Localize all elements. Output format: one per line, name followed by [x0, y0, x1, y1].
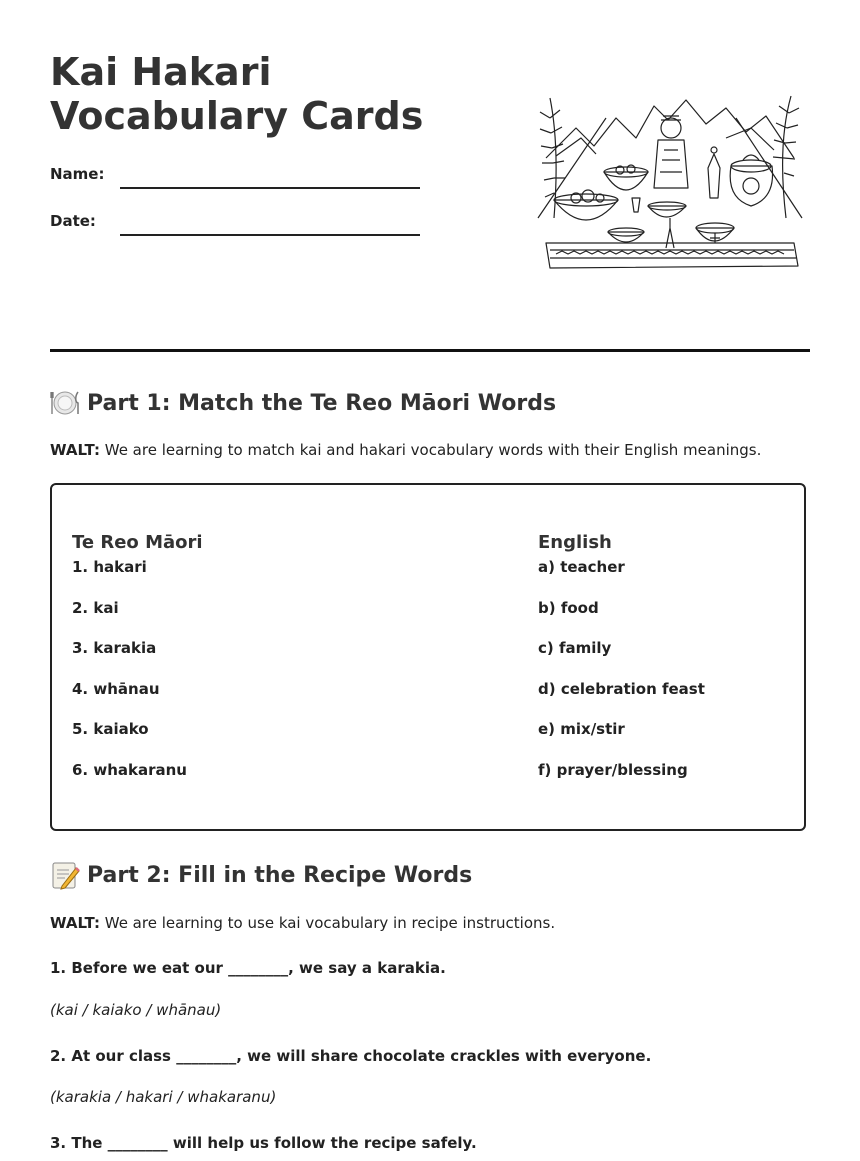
walt-text: We are learning to use kai vocabulary in recipe instructions. — [99, 914, 556, 932]
english-word: a) teacher — [538, 558, 625, 576]
question-3: 3. The ________ will help us follow the recipe safely. — [50, 1134, 477, 1152]
name-label: Name: — [50, 165, 105, 183]
maori-word: 6. whakaranu — [72, 760, 187, 779]
walt-label: WALT: — [50, 914, 100, 932]
maori-word: 2. kai — [72, 598, 119, 617]
part1-walt — [50, 441, 761, 459]
maori-word: 4. whānau — [72, 679, 160, 698]
part2-heading-text: Part 2: Fill in the Recipe Words — [87, 862, 473, 888]
english-word: b) food — [538, 598, 599, 617]
question-2: 2. At our class ________, we will share chocolate crackles with everyone. — [50, 1047, 652, 1065]
part2-heading — [50, 860, 472, 890]
english-word: e) mix/stir — [538, 720, 625, 739]
maori-column — [72, 529, 203, 801]
section-divider — [50, 349, 810, 352]
question-1: 1. Before we eat our ________, we say a karakia. — [50, 959, 446, 977]
walt-text: We are learning to match kai and hakari vocabulary words with their English meanings. — [99, 441, 762, 459]
part1-heading-text: Part 1: Match the Te Reo Māori Words — [87, 390, 557, 416]
english-column — [538, 529, 705, 801]
plate-cutlery-icon — [50, 388, 80, 418]
memo-pencil-icon — [50, 860, 80, 890]
column-header-maori: Te Reo Māori — [72, 532, 203, 553]
maori-word: 3. karakia — [72, 639, 157, 658]
english-word: d) celebration feast — [538, 679, 705, 698]
walt-label: WALT: — [50, 441, 100, 459]
question-2-options: (karakia / hakari / whakaranu) — [50, 1088, 277, 1106]
part2-walt — [50, 914, 555, 932]
matching-table — [50, 483, 806, 831]
english-word: c) family — [538, 639, 612, 658]
hakari-feast-illustration — [536, 88, 804, 288]
english-word: f) prayer/blessing — [538, 760, 688, 779]
column-header-english: English — [538, 532, 612, 553]
date-label: Date: — [50, 212, 96, 230]
maori-word: 5. kaiako — [72, 720, 149, 739]
page-title: Kai Hakari Vocabulary Cards — [50, 50, 424, 138]
maori-word: 1. hakari — [72, 558, 147, 576]
date-field[interactable] — [120, 234, 420, 236]
name-field[interactable] — [120, 187, 420, 189]
question-1-options: (kai / kaiako / whānau) — [50, 1001, 222, 1019]
part1-heading — [50, 388, 556, 418]
